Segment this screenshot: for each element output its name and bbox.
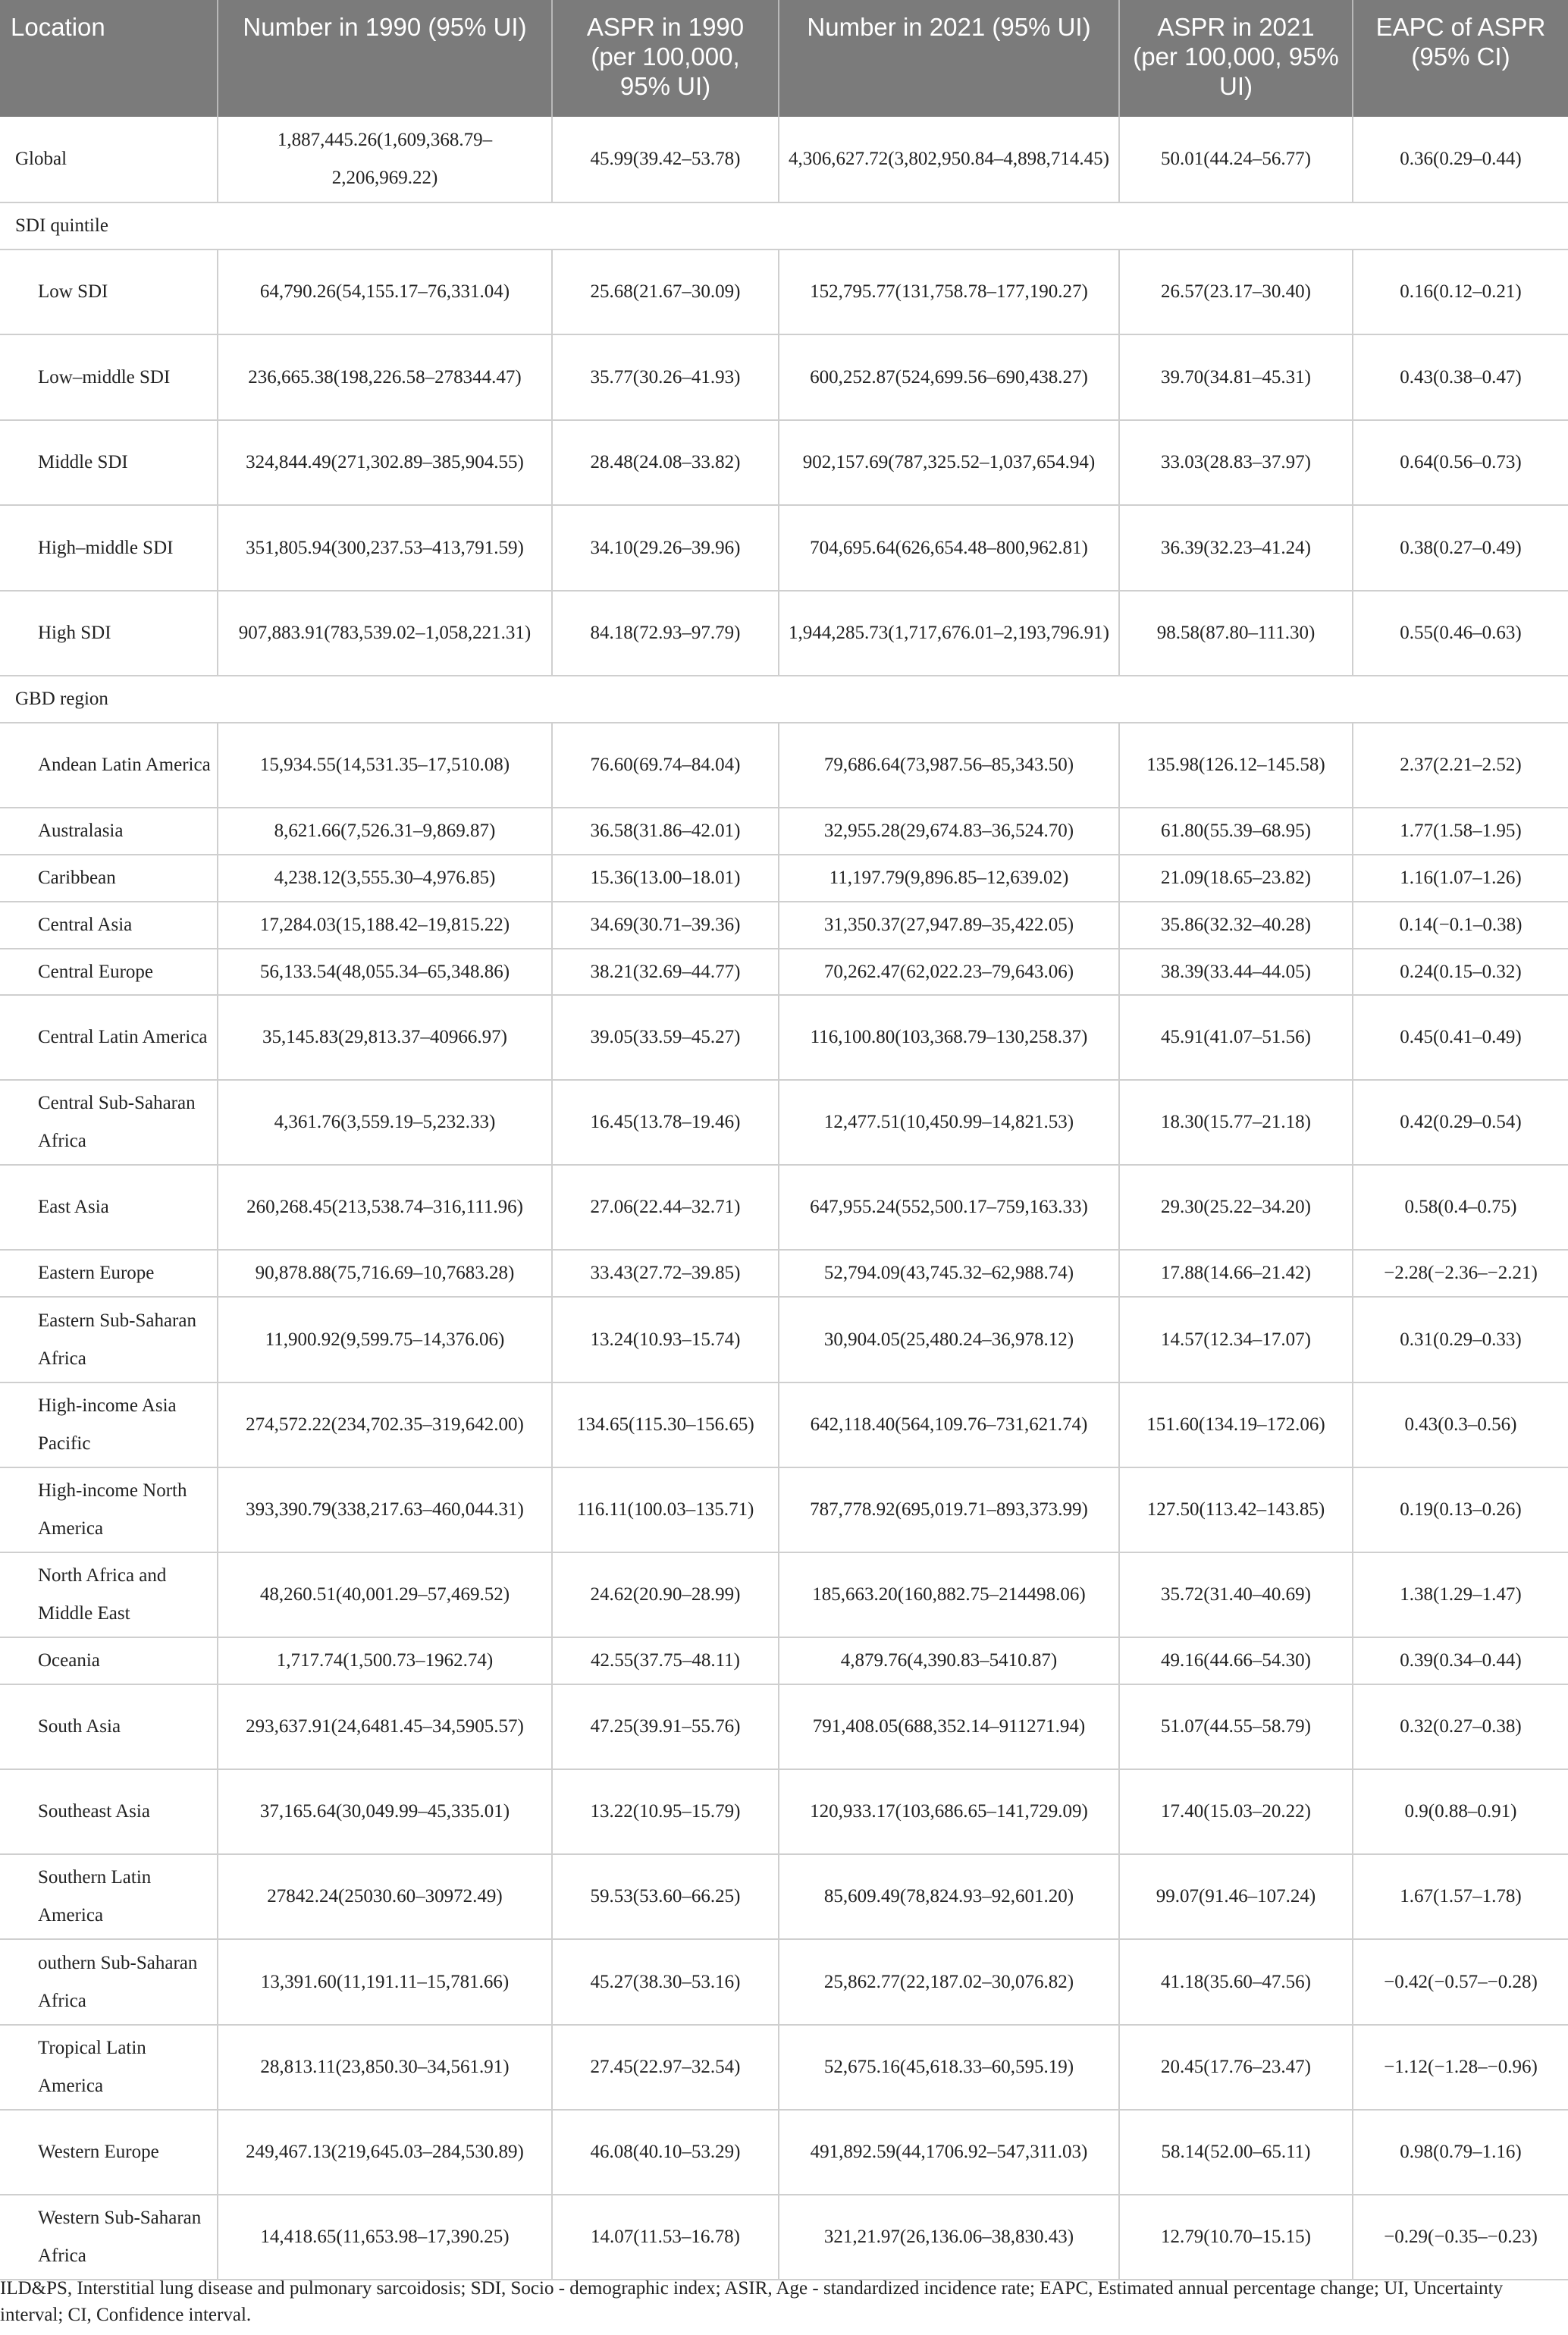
cell-location: Caribbean — [0, 855, 218, 902]
cell-aspr-1990: 16.45(13.78–19.46) — [552, 1080, 779, 1165]
cell-number-1990: 907,883.91(783,539.02–1,058,221.31) — [218, 591, 552, 676]
cell-aspr-1990: 59.53(53.60–66.25) — [552, 1854, 779, 1939]
cell-aspr-2021: 51.07(44.55–58.79) — [1119, 1684, 1353, 1769]
table-row — [0, 723, 1568, 808]
cell-number-2021: 4,306,627.72(3,802,950.84–4,898,714.45) — [779, 117, 1119, 202]
cell-number-1990: 28,813.11(23,850.30–34,561.91) — [218, 2025, 552, 2110]
cell-number-1990: 13,391.60(11,191.11–15,781.66) — [218, 1939, 552, 2025]
cell-number-2021: 787,778.92(695,019.71–893,373.99) — [779, 1467, 1119, 1552]
cell-aspr-1990: 134.65(115.30–156.65) — [552, 1382, 779, 1467]
table-header — [0, 0, 1568, 117]
header-row — [0, 0, 1568, 117]
table-footnote: ILD&PS, Interstitial lung disease and pulmonary sarcoidosis; SDI, Socio - demographic index; ASIR, Age - standardized incidence rate; EAPC, Estimated annual percentage change; UI, Uncertainty interval; CI, Confidence interval. — [0, 2278, 1504, 2325]
cell-number-1990: 64,790.26(54,155.17–76,331.04) — [218, 250, 552, 334]
cell-aspr-1990: 36.58(31.86–42.01) — [552, 808, 779, 855]
table-row — [0, 250, 1568, 334]
cell-aspr-2021: 26.57(23.17–30.40) — [1119, 250, 1353, 334]
cell-location: Eastern Sub-Saharan Africa — [0, 1297, 218, 1382]
cell-location: Western Europe — [0, 2110, 218, 2195]
cell-eapc: −1.12(−1.28–−0.96) — [1353, 2025, 1568, 2110]
cell-eapc: 0.58(0.4–0.75) — [1353, 1165, 1568, 1250]
table-row — [0, 1854, 1568, 1939]
cell-aspr-1990: 24.62(20.90–28.99) — [552, 1552, 779, 1637]
cell-eapc: 0.43(0.38–0.47) — [1353, 334, 1568, 420]
cell-eapc: 0.9(0.88–0.91) — [1353, 1769, 1568, 1854]
cell-location: outhern Sub-Saharan Africa — [0, 1939, 218, 2025]
cell-number-2021: 642,118.40(564,109.76–731,621.74) — [779, 1382, 1119, 1467]
cell-number-2021: 4,879.76(4,390.83–5410.87) — [779, 1637, 1119, 1684]
cell-eapc: 1.77(1.58–1.95) — [1353, 808, 1568, 855]
cell-location: High SDI — [0, 591, 218, 676]
cell-aspr-2021: 18.30(15.77–21.18) — [1119, 1080, 1353, 1165]
cell-eapc: 0.14(−0.1–0.38) — [1353, 902, 1568, 949]
cell-number-2021: 116,100.80(103,368.79–130,258.37) — [779, 995, 1119, 1080]
table-row — [0, 1467, 1568, 1552]
table-row — [0, 1080, 1568, 1165]
cell-location: Southeast Asia — [0, 1769, 218, 1854]
cell-number-2021: 491,892.59(44,1706.92–547,311.03) — [779, 2110, 1119, 2195]
cell-number-1990: 293,637.91(24,6481.45–34,5905.57) — [218, 1684, 552, 1769]
cell-aspr-2021: 17.88(14.66–21.42) — [1119, 1250, 1353, 1297]
table-row — [0, 1637, 1568, 1684]
cell-number-1990: 15,934.55(14,531.35–17,510.08) — [218, 723, 552, 808]
table-row — [0, 1165, 1568, 1250]
cell-location: Central Latin America — [0, 995, 218, 1080]
cell-aspr-2021: 135.98(126.12–145.58) — [1119, 723, 1353, 808]
cell-aspr-1990: 28.48(24.08–33.82) — [552, 420, 779, 505]
cell-eapc: 0.19(0.13–0.26) — [1353, 1467, 1568, 1552]
cell-eapc: 0.32(0.27–0.38) — [1353, 1684, 1568, 1769]
cell-number-2021: 185,663.20(160,882.75–214498.06) — [779, 1552, 1119, 1637]
table-row — [0, 2195, 1568, 2280]
cell-aspr-1990: 34.10(29.26–39.96) — [552, 505, 779, 591]
col-header-location: Location — [0, 0, 218, 117]
cell-aspr-1990: 34.69(30.71–39.36) — [552, 902, 779, 949]
cell-aspr-2021: 17.40(15.03–20.22) — [1119, 1769, 1353, 1854]
col-header-aspr-1990: ASPR in 1990 (per 100,000, 95% UI) — [552, 0, 779, 117]
cell-aspr-1990: 13.24(10.93–15.74) — [552, 1297, 779, 1382]
cell-number-2021: 85,609.49(78,824.93–92,601.20) — [779, 1854, 1119, 1939]
cell-location: Andean Latin America — [0, 723, 218, 808]
cell-location: Global — [0, 117, 218, 202]
cell-aspr-2021: 49.16(44.66–54.30) — [1119, 1637, 1353, 1684]
cell-eapc: 0.31(0.29–0.33) — [1353, 1297, 1568, 1382]
cell-number-1990: 274,572.22(234,702.35–319,642.00) — [218, 1382, 552, 1467]
section-label: SDI quintile — [0, 202, 1568, 250]
cell-eapc: 1.38(1.29–1.47) — [1353, 1552, 1568, 1637]
cell-number-2021: 25,862.77(22,187.02–30,076.82) — [779, 1939, 1119, 2025]
cell-location: South Asia — [0, 1684, 218, 1769]
cell-aspr-2021: 20.45(17.76–23.47) — [1119, 2025, 1353, 2110]
table-row — [0, 902, 1568, 949]
cell-number-1990: 351,805.94(300,237.53–413,791.59) — [218, 505, 552, 591]
cell-number-1990: 27842.24(25030.60–30972.49) — [218, 1854, 552, 1939]
cell-eapc: 2.37(2.21–2.52) — [1353, 723, 1568, 808]
cell-number-2021: 32,955.28(29,674.83–36,524.70) — [779, 808, 1119, 855]
cell-location: Oceania — [0, 1637, 218, 1684]
cell-number-1990: 48,260.51(40,001.29–57,469.52) — [218, 1552, 552, 1637]
cell-number-1990: 56,133.54(48,055.34–65,348.86) — [218, 949, 552, 995]
cell-aspr-1990: 35.77(30.26–41.93) — [552, 334, 779, 420]
col-header-eapc: EAPC of ASPR (95% CI) — [1353, 0, 1568, 117]
cell-aspr-1990: 27.06(22.44–32.71) — [552, 1165, 779, 1250]
table-row — [0, 2110, 1568, 2195]
cell-aspr-2021: 50.01(44.24–56.77) — [1119, 117, 1353, 202]
cell-aspr-2021: 39.70(34.81–45.31) — [1119, 334, 1353, 420]
cell-aspr-1990: 46.08(40.10–53.29) — [552, 2110, 779, 2195]
cell-aspr-2021: 99.07(91.46–107.24) — [1119, 1854, 1353, 1939]
cell-number-1990: 37,165.64(30,049.99–45,335.01) — [218, 1769, 552, 1854]
col-header-number-2021: Number in 2021 (95% UI) — [779, 0, 1119, 117]
cell-number-2021: 600,252.87(524,699.56–690,438.27) — [779, 334, 1119, 420]
cell-number-2021: 30,904.05(25,480.24–36,978.12) — [779, 1297, 1119, 1382]
cell-number-2021: 791,408.05(688,352.14–911271.94) — [779, 1684, 1119, 1769]
cell-eapc: 0.45(0.41–0.49) — [1353, 995, 1568, 1080]
table-body — [0, 117, 1568, 2280]
cell-eapc: 0.55(0.46–0.63) — [1353, 591, 1568, 676]
cell-location: East Asia — [0, 1165, 218, 1250]
cell-number-1990: 90,878.88(75,716.69–10,7683.28) — [218, 1250, 552, 1297]
table-row — [0, 995, 1568, 1080]
cell-eapc: −0.42(−0.57–−0.28) — [1353, 1939, 1568, 2025]
cell-eapc: 0.24(0.15–0.32) — [1353, 949, 1568, 995]
cell-aspr-1990: 33.43(27.72–39.85) — [552, 1250, 779, 1297]
cell-location: High-income North America — [0, 1467, 218, 1552]
cell-location: Southern Latin America — [0, 1854, 218, 1939]
cell-eapc: 1.67(1.57–1.78) — [1353, 1854, 1568, 1939]
cell-location: Central Europe — [0, 949, 218, 995]
cell-aspr-2021: 36.39(32.23–41.24) — [1119, 505, 1353, 591]
cell-aspr-2021: 14.57(12.34–17.07) — [1119, 1297, 1353, 1382]
cell-number-2021: 1,944,285.73(1,717,676.01–2,193,796.91) — [779, 591, 1119, 676]
cell-location: High-income Asia Pacific — [0, 1382, 218, 1467]
cell-aspr-2021: 38.39(33.44–44.05) — [1119, 949, 1353, 995]
cell-number-2021: 70,262.47(62,022.23–79,643.06) — [779, 949, 1119, 995]
cell-number-2021: 152,795.77(131,758.78–177,190.27) — [779, 250, 1119, 334]
cell-eapc: 0.64(0.56–0.73) — [1353, 420, 1568, 505]
table-row — [0, 1297, 1568, 1382]
col-header-number-1990: Number in 1990 (95% UI) — [218, 0, 552, 117]
cell-number-1990: 14,418.65(11,653.98–17,390.25) — [218, 2195, 552, 2280]
cell-number-1990: 1,887,445.26(1,609,368.79–2,206,969.22) — [218, 117, 552, 202]
section-row-sdi — [0, 202, 1568, 250]
cell-location: Eastern Europe — [0, 1250, 218, 1297]
cell-aspr-2021: 33.03(28.83–37.97) — [1119, 420, 1353, 505]
cell-aspr-1990: 14.07(11.53–16.78) — [552, 2195, 779, 2280]
cell-aspr-1990: 42.55(37.75–48.11) — [552, 1637, 779, 1684]
cell-number-2021: 647,955.24(552,500.17–759,163.33) — [779, 1165, 1119, 1250]
cell-number-1990: 11,900.92(9,599.75–14,376.06) — [218, 1297, 552, 1382]
cell-eapc: 1.16(1.07–1.26) — [1353, 855, 1568, 902]
cell-number-1990: 260,268.45(213,538.74–316,111.96) — [218, 1165, 552, 1250]
cell-aspr-1990: 38.21(32.69–44.77) — [552, 949, 779, 995]
table-row — [0, 1250, 1568, 1297]
section-row-gbd — [0, 676, 1568, 723]
cell-aspr-2021: 58.14(52.00–65.11) — [1119, 2110, 1353, 2195]
cell-aspr-1990: 47.25(39.91–55.76) — [552, 1684, 779, 1769]
cell-number-2021: 902,157.69(787,325.52–1,037,654.94) — [779, 420, 1119, 505]
cell-eapc: 0.43(0.3–0.56) — [1353, 1382, 1568, 1467]
cell-aspr-2021: 127.50(113.42–143.85) — [1119, 1467, 1353, 1552]
cell-aspr-2021: 35.86(32.32–40.28) — [1119, 902, 1353, 949]
cell-location: Low SDI — [0, 250, 218, 334]
cell-location: Australasia — [0, 808, 218, 855]
cell-location: High–middle SDI — [0, 505, 218, 591]
cell-number-1990: 35,145.83(29,813.37–40966.97) — [218, 995, 552, 1080]
cell-number-1990: 236,665.38(198,226.58–278344.47) — [218, 334, 552, 420]
cell-number-1990: 17,284.03(15,188.42–19,815.22) — [218, 902, 552, 949]
table-row — [0, 505, 1568, 591]
cell-aspr-2021: 45.91(41.07–51.56) — [1119, 995, 1353, 1080]
cell-eapc: 0.42(0.29–0.54) — [1353, 1080, 1568, 1165]
table-row — [0, 1939, 1568, 2025]
cell-aspr-2021: 35.72(31.40–40.69) — [1119, 1552, 1353, 1637]
cell-location: Central Sub-Saharan Africa — [0, 1080, 218, 1165]
cell-number-1990: 393,390.79(338,217.63–460,044.31) — [218, 1467, 552, 1552]
cell-location: Tropical Latin America — [0, 2025, 218, 2110]
cell-aspr-2021: 29.30(25.22–34.20) — [1119, 1165, 1353, 1250]
cell-aspr-1990: 45.27(38.30–53.16) — [552, 1939, 779, 2025]
table-row — [0, 1552, 1568, 1637]
table-row — [0, 117, 1568, 202]
cell-eapc: 0.36(0.29–0.44) — [1353, 117, 1568, 202]
cell-number-2021: 704,695.64(626,654.48–800,962.81) — [779, 505, 1119, 591]
cell-number-2021: 120,933.17(103,686.65–141,729.09) — [779, 1769, 1119, 1854]
cell-eapc: 0.98(0.79–1.16) — [1353, 2110, 1568, 2195]
cell-number-2021: 12,477.51(10,450.99–14,821.53) — [779, 1080, 1119, 1165]
cell-aspr-1990: 116.11(100.03–135.71) — [552, 1467, 779, 1552]
table-row — [0, 1382, 1568, 1467]
cell-number-2021: 321,21.97(26,136.06–38,830.43) — [779, 2195, 1119, 2280]
cell-eapc: 0.38(0.27–0.49) — [1353, 505, 1568, 591]
cell-aspr-2021: 41.18(35.60–47.56) — [1119, 1939, 1353, 2025]
cell-location: Low–middle SDI — [0, 334, 218, 420]
cell-aspr-1990: 27.45(22.97–32.54) — [552, 2025, 779, 2110]
cell-aspr-2021: 21.09(18.65–23.82) — [1119, 855, 1353, 902]
cell-aspr-1990: 84.18(72.93–97.79) — [552, 591, 779, 676]
cell-aspr-1990: 25.68(21.67–30.09) — [552, 250, 779, 334]
cell-eapc: 0.16(0.12–0.21) — [1353, 250, 1568, 334]
cell-eapc: −2.28(−2.36–−2.21) — [1353, 1250, 1568, 1297]
cell-location: North Africa and Middle East — [0, 1552, 218, 1637]
cell-number-2021: 11,197.79(9,896.85–12,639.02) — [779, 855, 1119, 902]
cell-aspr-2021: 61.80(55.39–68.95) — [1119, 808, 1353, 855]
cell-aspr-1990: 13.22(10.95–15.79) — [552, 1769, 779, 1854]
cell-number-2021: 52,675.16(45,618.33–60,595.19) — [779, 2025, 1119, 2110]
cell-aspr-2021: 98.58(87.80–111.30) — [1119, 591, 1353, 676]
table-row — [0, 1769, 1568, 1854]
cell-number-1990: 4,361.76(3,559.19–5,232.33) — [218, 1080, 552, 1165]
col-header-aspr-2021: ASPR in 2021 (per 100,000, 95% UI) — [1119, 0, 1353, 117]
cell-location: Middle SDI — [0, 420, 218, 505]
cell-number-1990: 1,717.74(1,500.73–1962.74) — [218, 1637, 552, 1684]
cell-number-2021: 31,350.37(27,947.89–35,422.05) — [779, 902, 1119, 949]
table-row — [0, 855, 1568, 902]
cell-location: Central Asia — [0, 902, 218, 949]
cell-aspr-1990: 76.60(69.74–84.04) — [552, 723, 779, 808]
cell-aspr-2021: 151.60(134.19–172.06) — [1119, 1382, 1353, 1467]
cell-number-2021: 52,794.09(43,745.32–62,988.74) — [779, 1250, 1119, 1297]
cell-number-1990: 249,467.13(219,645.03–284,530.89) — [218, 2110, 552, 2195]
cell-aspr-2021: 12.79(10.70–15.15) — [1119, 2195, 1353, 2280]
cell-aspr-1990: 45.99(39.42–53.78) — [552, 117, 779, 202]
table-row — [0, 949, 1568, 995]
cell-location: Western Sub-Saharan Africa — [0, 2195, 218, 2280]
table-row — [0, 420, 1568, 505]
cell-number-2021: 79,686.64(73,987.56–85,343.50) — [779, 723, 1119, 808]
cell-aspr-1990: 15.36(13.00–18.01) — [552, 855, 779, 902]
table-row — [0, 2025, 1568, 2110]
table-row — [0, 808, 1568, 855]
cell-number-1990: 324,844.49(271,302.89–385,904.55) — [218, 420, 552, 505]
cell-number-1990: 4,238.12(3,555.30–4,976.85) — [218, 855, 552, 902]
cell-eapc: −0.29(−0.35–−0.23) — [1353, 2195, 1568, 2280]
table-row — [0, 1684, 1568, 1769]
section-label: GBD region — [0, 676, 1568, 723]
cell-number-1990: 8,621.66(7,526.31–9,869.87) — [218, 808, 552, 855]
cell-eapc: 0.39(0.34–0.44) — [1353, 1637, 1568, 1684]
cell-aspr-1990: 39.05(33.59–45.27) — [552, 995, 779, 1080]
table-row — [0, 591, 1568, 676]
table-row — [0, 334, 1568, 420]
